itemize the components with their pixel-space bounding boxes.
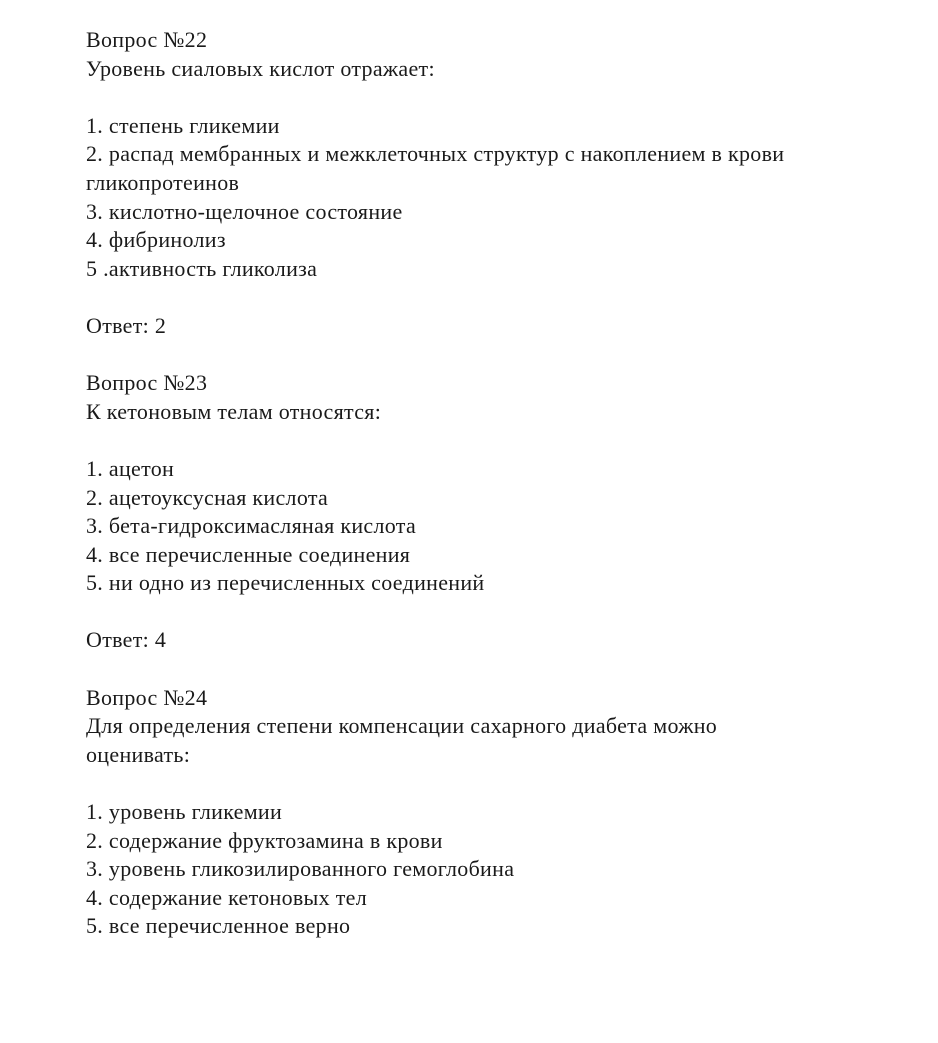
question-text: Уровень сиаловых кислот отражает: (86, 55, 435, 81)
option-line: гликопротеинов (86, 169, 240, 195)
answer-line: Ответ: 4 (86, 627, 167, 653)
option-item: 2. содержание фруктозамина в крови (86, 827, 443, 853)
question-23 (86, 369, 886, 655)
option-item: 5 .активность гликолиза (86, 255, 318, 281)
answer-options (86, 112, 886, 284)
question-heading: Вопрос №24 (86, 684, 208, 710)
option-item: 4. все перечисленные соединения (86, 541, 411, 567)
option-item: 5. ни одно из перечисленных соединений (86, 570, 485, 596)
document-page (86, 26, 886, 941)
question-heading: Вопрос №23 (86, 370, 208, 396)
option-item: 3. кислотно-щелочное состояние (86, 198, 403, 224)
option-item (86, 140, 886, 197)
option-item: 1. уровень гликемии (86, 799, 283, 825)
question-22 (86, 26, 886, 341)
option-item: 1. степень гликемии (86, 112, 280, 138)
spacer (86, 598, 886, 627)
option-item: 5. все перечисленное верно (86, 913, 351, 939)
spacer (86, 426, 886, 455)
option-item: 4. фибринолиз (86, 227, 226, 253)
question-text: оценивать: (86, 741, 191, 767)
spacer (86, 341, 886, 370)
spacer (86, 283, 886, 312)
option-item: 4. содержание кетоновых тел (86, 884, 367, 910)
answer-options (86, 455, 886, 598)
question-heading: Вопрос №22 (86, 27, 208, 52)
option-item: 3. бета-гидроксимасляная кислота (86, 513, 417, 539)
spacer (86, 83, 886, 112)
question-24 (86, 684, 886, 941)
question-text: К кетоновым телам относятся: (86, 398, 382, 424)
option-item: 1. ацетон (86, 455, 175, 481)
question-text: Для определения степени компенсации сахарного диабета можно (86, 713, 718, 739)
spacer (86, 655, 886, 684)
option-item: 3. уровень гликозилированного гемоглобина (86, 856, 515, 882)
option-item: 2. ацетоуксусная кислота (86, 484, 329, 510)
answer-line: Ответ: 2 (86, 312, 167, 338)
answer-options (86, 798, 886, 941)
option-line: 2. распад мембранных и межклеточных структур с накоплением в крови (86, 141, 785, 167)
spacer (86, 769, 886, 798)
